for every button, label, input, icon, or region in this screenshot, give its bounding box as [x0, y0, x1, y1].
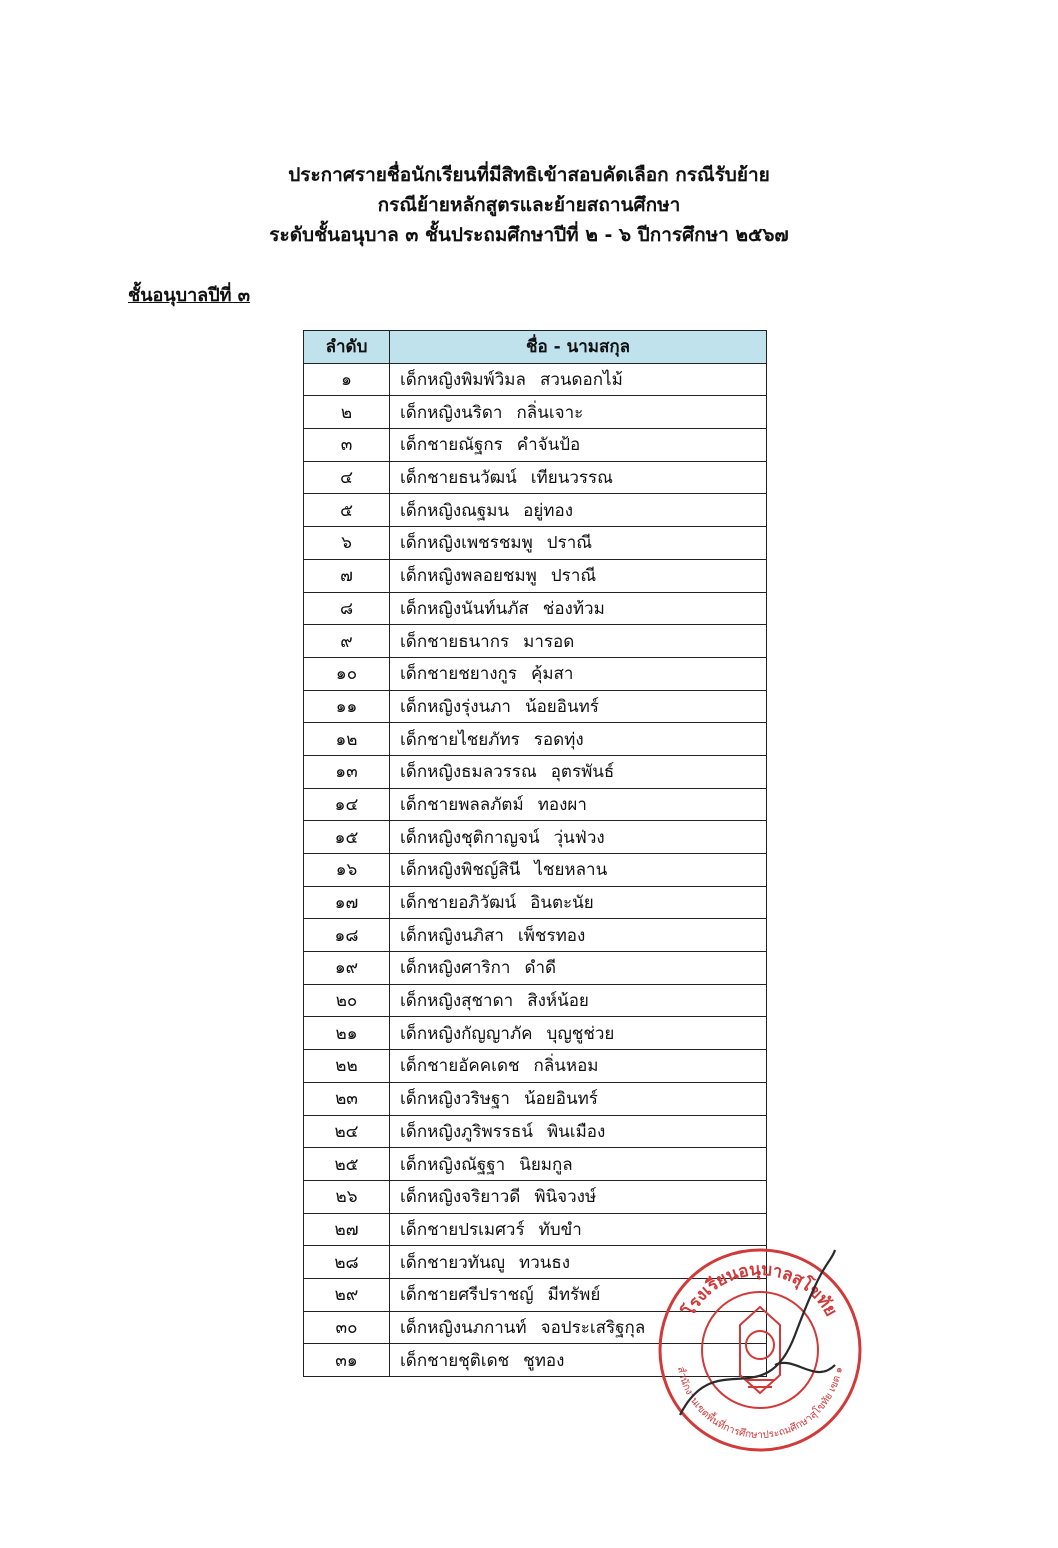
student-first-name: เด็กหญิงภูริพรรธน์ [400, 1121, 533, 1142]
student-first-name: เด็กหญิงกัญญาภัค [400, 1023, 533, 1044]
student-last-name: พินิจวงษ์ [534, 1187, 597, 1208]
row-student-name [390, 854, 767, 887]
row-order-number: ๗ [304, 559, 390, 592]
student-first-name: เด็กหญิงวริษฐา [400, 1089, 510, 1110]
stamp-inner-ring [702, 1292, 818, 1408]
table-row [304, 527, 767, 560]
table-row [304, 984, 767, 1017]
row-student-name [390, 494, 767, 527]
row-order-number: ๒๒ [304, 1050, 390, 1083]
row-student-name [390, 821, 767, 854]
student-first-name: เด็กหญิงรุ่งนภา [400, 696, 511, 717]
student-first-name: เด็กชายธนากร [400, 631, 510, 652]
student-first-name: เด็กชายอภิวัฒน์ [400, 893, 517, 914]
student-first-name: เด็กหญิงศาริกา [400, 958, 511, 979]
row-student-name [390, 396, 767, 429]
row-student-name [390, 461, 767, 494]
student-last-name: ปราณี [546, 533, 593, 554]
table-row [304, 559, 767, 592]
title-line-1: ประกาศรายชื่อนักเรียนที่มีสิทธิเข้าสอบคัดเลือก กรณีรับย้าย [288, 164, 770, 186]
table-row [304, 1180, 767, 1213]
table-row [304, 952, 767, 985]
table-row [304, 429, 767, 462]
table-row [304, 1115, 767, 1148]
table-row [304, 690, 767, 723]
student-first-name: เด็กหญิงนภกานท์ [400, 1317, 527, 1338]
row-order-number: ๘ [304, 592, 390, 625]
student-first-name: เด็กหญิงพิมพ์วิมล [400, 370, 526, 391]
row-order-number: ๒๑ [304, 1017, 390, 1050]
student-last-name: เทียนวรรณ [530, 468, 613, 489]
table-row [304, 396, 767, 429]
row-order-number: ๑๕ [304, 821, 390, 854]
row-student-name [390, 657, 767, 690]
table-row [304, 1050, 767, 1083]
student-last-name: บุญชูช่วย [546, 1023, 615, 1044]
row-order-number: ๒๐ [304, 984, 390, 1017]
student-last-name: วุ่นฟ่วง [553, 827, 605, 848]
row-order-number: ๒๖ [304, 1180, 390, 1213]
header-name: ชื่อ - นามสกุล [390, 331, 767, 364]
student-last-name: ไชยหลาน [534, 860, 608, 881]
row-student-name [390, 1180, 767, 1213]
student-first-name: เด็กชายพลลภัตม์ [400, 794, 524, 815]
student-last-name: ช่องท้วม [542, 598, 605, 619]
table-row [304, 1082, 767, 1115]
table-row [304, 657, 767, 690]
row-student-name [390, 363, 767, 396]
student-last-name: พินเมือง [546, 1121, 606, 1142]
table-row [304, 821, 767, 854]
row-order-number: ๒๓ [304, 1082, 390, 1115]
student-last-name: คำจันป้อ [516, 435, 581, 456]
row-order-number: ๑๑ [304, 690, 390, 723]
student-last-name: ชูทอง [523, 1350, 565, 1371]
table-row [304, 886, 767, 919]
row-student-name [390, 1050, 767, 1083]
row-student-name [390, 1115, 767, 1148]
student-first-name: เด็กหญิงชุติกาญจน์ [400, 827, 540, 848]
row-order-number: ๑๗ [304, 886, 390, 919]
student-first-name: เด็กหญิงณฐมน [400, 500, 510, 521]
row-student-name [390, 559, 767, 592]
stamp-emblem-icon [740, 1307, 780, 1393]
row-order-number: ๑๙ [304, 952, 390, 985]
row-student-name [390, 984, 767, 1017]
row-order-number: ๑๓ [304, 755, 390, 788]
student-last-name: คุ้มสา [530, 664, 574, 685]
student-first-name: เด็กหญิงพลอยชมพู [400, 566, 537, 587]
student-first-name: เด็กชายชยางกูร [400, 664, 517, 685]
table-row [304, 788, 767, 821]
student-first-name: เด็กหญิงธมลวรรณ [400, 762, 537, 783]
row-order-number: ๖ [304, 527, 390, 560]
student-first-name: เด็กชายธนวัฒน์ [400, 468, 517, 489]
student-last-name: ปราณี [550, 566, 597, 587]
table-row [304, 592, 767, 625]
stamp-text-bottom-path: สำนักงานเขตพื้นที่การศึกษาประถมศึกษาสุโขทัย เขต ๑ [674, 1365, 846, 1442]
row-order-number: ๒๕ [304, 1148, 390, 1181]
row-order-number: ๔ [304, 461, 390, 494]
table-row [304, 461, 767, 494]
student-last-name: สิงห์น้อย [527, 991, 589, 1012]
title-line-3: ระดับชั้นอนุบาล ๓ ชั้นประถมศึกษาปีที่ ๒ - ๖ ปีการศึกษา ๒๕๖๗ [269, 224, 789, 246]
row-order-number: ๒๔ [304, 1115, 390, 1148]
student-last-name: น้อยอินทร์ [523, 1089, 598, 1110]
stamp-outer-ring [660, 1250, 860, 1450]
student-last-name: เพ็ชรทอง [517, 925, 586, 946]
student-first-name: เด็กหญิงเพชรชมพู [400, 533, 533, 554]
student-last-name: มารอด [523, 631, 575, 652]
student-first-name: เด็กหญิงนภิสา [400, 925, 504, 946]
student-last-name: จอประเสริฐกุล [540, 1317, 646, 1338]
student-first-name: เด็กชายปรเมศวร์ [400, 1219, 525, 1240]
level-heading: ชั้นอนุบาลปีที่ ๓ [128, 285, 251, 306]
student-first-name: เด็กชายณัฐกร [400, 435, 503, 456]
table-row [304, 494, 767, 527]
student-last-name: ทองผา [537, 794, 587, 815]
row-student-name [390, 755, 767, 788]
table-body [304, 363, 767, 1376]
student-last-name: อุตรพันธ์ [550, 762, 615, 783]
student-last-name: นิยมกูล [519, 1154, 573, 1175]
row-student-name [390, 886, 767, 919]
table-row [304, 755, 767, 788]
student-first-name: เด็กชายวทันญู [400, 1252, 506, 1273]
row-order-number: ๒๗ [304, 1213, 390, 1246]
student-last-name: ดำดี [524, 958, 557, 979]
row-student-name [390, 429, 767, 462]
student-first-name: เด็กชายศรีปราชญ์ [400, 1285, 534, 1306]
row-student-name [390, 1082, 767, 1115]
row-student-name [390, 788, 767, 821]
row-order-number: ๑๒ [304, 723, 390, 756]
student-last-name: อินตะนัย [530, 893, 594, 914]
student-last-name: กลิ่นเจาะ [516, 402, 584, 423]
student-first-name: เด็กหญิงพิชญ์สินี [400, 860, 521, 881]
row-order-number: ๒๙ [304, 1278, 390, 1311]
row-student-name [390, 592, 767, 625]
row-order-number: ๕ [304, 494, 390, 527]
stamp-text-top-path: โรงเรียนอนุบาลสุโขทัย [679, 1259, 841, 1320]
student-last-name: น้อยอินทร์ [524, 696, 599, 717]
row-order-number: ๑๐ [304, 657, 390, 690]
row-order-number: ๓๑ [304, 1344, 390, 1377]
student-first-name: เด็กชายอัคคเดช [400, 1056, 520, 1077]
row-order-number: ๒๘ [304, 1246, 390, 1279]
row-student-name [390, 625, 767, 658]
table-row [304, 854, 767, 887]
row-order-number: ๓ [304, 429, 390, 462]
table-row [304, 625, 767, 658]
student-first-name: เด็กหญิงจริยาวดี [400, 1187, 521, 1208]
document-title [0, 160, 1058, 250]
student-first-name: เด็กหญิงสุชาดา [400, 991, 514, 1012]
student-last-name: สวนดอกไม้ [539, 370, 623, 391]
student-first-name: เด็กหญิงนริดา [400, 402, 503, 423]
row-order-number: ๑๘ [304, 919, 390, 952]
student-last-name: อยู่ทอง [523, 500, 574, 521]
student-last-name: กลิ่นหอม [533, 1056, 599, 1077]
student-table-container [303, 330, 767, 1377]
student-first-name: เด็กชายไชยภัทร [400, 729, 520, 750]
table-row [304, 723, 767, 756]
student-first-name: เด็กหญิงนันท์นภัส [400, 598, 529, 619]
student-first-name: เด็กชายชุติเดช [400, 1350, 510, 1371]
title-line-2: กรณีย้ายหลักสูตรและย้ายสถานศึกษา [377, 194, 681, 216]
student-table [303, 330, 767, 1377]
row-student-name [390, 723, 767, 756]
table-row [304, 363, 767, 396]
table-row [304, 1148, 767, 1181]
row-order-number: ๑๔ [304, 788, 390, 821]
row-student-name [390, 1148, 767, 1181]
row-student-name [390, 1017, 767, 1050]
row-order-number: ๑ [304, 363, 390, 396]
table-row [304, 1017, 767, 1050]
student-last-name: มีทรัพย์ [547, 1285, 601, 1306]
student-last-name: ทวนธง [519, 1252, 571, 1273]
school-seal-stamp [655, 1245, 865, 1455]
table-header-row [304, 331, 767, 364]
student-last-name: รอดทุ่ง [533, 729, 584, 750]
table-row [304, 1213, 767, 1246]
student-first-name: เด็กหญิงณัฐฐา [400, 1154, 506, 1175]
row-student-name [390, 952, 767, 985]
row-order-number: ๓๐ [304, 1311, 390, 1344]
row-student-name [390, 919, 767, 952]
row-order-number: ๙ [304, 625, 390, 658]
row-order-number: ๒ [304, 396, 390, 429]
row-order-number: ๑๖ [304, 854, 390, 887]
row-student-name [390, 527, 767, 560]
header-order: ลำดับ [304, 331, 390, 364]
student-last-name: ทับขำ [538, 1219, 582, 1240]
row-student-name [390, 690, 767, 723]
table-row [304, 919, 767, 952]
row-student-name [390, 1213, 767, 1246]
